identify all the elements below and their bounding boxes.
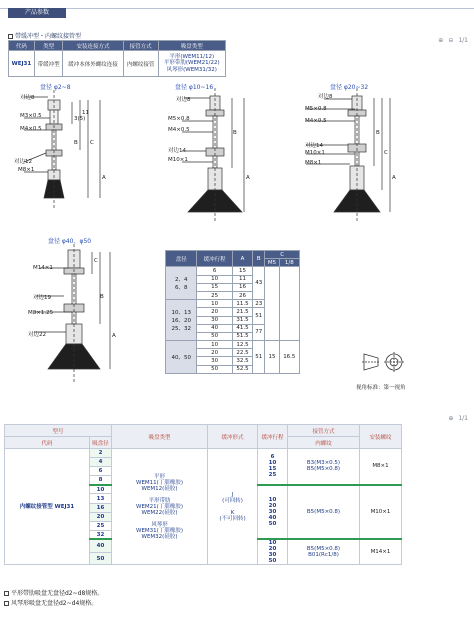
col-pipe: 接管方式: [288, 425, 360, 437]
cell-code: WEJ31: [9, 51, 35, 77]
cell-pipe: B3(M3×0.5) B5(M5×0.8): [288, 449, 360, 485]
d2-label-flat8: 对边8: [176, 97, 191, 103]
zoom-in-icon[interactable]: ⊕: [438, 37, 444, 44]
drawing2-title: 盘径 φ10~16: [175, 84, 214, 91]
cell: 50: [197, 365, 232, 373]
cell-diameter: 4: [90, 458, 112, 467]
d4-label-c: C: [94, 258, 98, 264]
d4-label-m8: M8×1.25: [28, 310, 54, 316]
col-mount: 安装连接方式: [63, 41, 123, 51]
cell: [279, 267, 299, 341]
cell: 51: [253, 341, 265, 374]
cell-diameter: 50: [90, 552, 112, 565]
d1-label-flat8: 对边8: [20, 95, 35, 101]
cell: 16: [232, 283, 252, 291]
d2-label-m5: M5×0.8: [168, 116, 190, 122]
d2-label-b: B: [233, 130, 237, 136]
cell: 10: [197, 300, 232, 308]
cell: 40: [197, 324, 232, 332]
cell: 77: [253, 324, 265, 340]
col-c: C: [265, 251, 300, 259]
page-indicator: 1/1: [458, 37, 468, 44]
d3-label-a: A: [392, 175, 396, 181]
col-diameter: 盘径: [166, 251, 197, 267]
footnote-2: 风琴形吸盘无盘径d2~d4规格。: [4, 598, 97, 607]
cell: 15: [197, 283, 232, 291]
cell: 22.5: [232, 349, 252, 357]
cell-thread: M10×1: [360, 485, 402, 540]
section-banner: [0, 8, 474, 17]
cell: 50: [197, 332, 232, 340]
checkbox-icon: [8, 34, 13, 39]
col-b: B: [253, 251, 265, 267]
drawing4-title: 盘径 φ40、φ50: [48, 238, 92, 245]
first-angle-projection-icon: [362, 348, 412, 388]
cell: 52.5: [232, 365, 252, 373]
cell-diameter: 6: [90, 467, 112, 476]
d4-label-b: B: [100, 294, 104, 300]
cell-diameter-group: 2、4 6、8: [166, 267, 197, 300]
model-table: [4, 424, 402, 565]
cell-diameter-group: 40、50: [166, 341, 197, 374]
cell: [265, 267, 279, 341]
d4-label-flat22: 对边22: [28, 332, 46, 338]
zoom-out-icon[interactable]: ⊖: [448, 37, 454, 44]
col-pipe-thread: 内螺纹: [288, 437, 360, 449]
cell: 20: [197, 308, 232, 316]
d2-label-a: A: [246, 175, 250, 181]
d1-label-a: A: [102, 175, 106, 181]
cell: 51: [253, 308, 265, 324]
col-type: 类型: [34, 41, 63, 51]
d3-label-m10: M10×1: [305, 150, 325, 156]
cell: 12.5: [232, 341, 252, 349]
cell: 15: [265, 341, 279, 374]
view-standard-label: 视角标准：第一视角: [356, 385, 406, 391]
footnote-1: 平形带肋吸盘无盘径d2~d8规格。: [4, 588, 103, 597]
cell-pad-type: 平形 WEM11(丁腈橡胶) WEM12(硅胶) 平形带肋 WEM21(丁腈橡胶) WEM22(硅胶) 风琴形 WEM31(丁腈橡胶) WEM32(硅胶): [112, 449, 208, 565]
cell-diameter: 32: [90, 530, 112, 539]
cell: 20: [197, 349, 232, 357]
cell-diameter-group: 10、13 16、20 25、32: [166, 300, 197, 341]
col-model: 型号: [5, 425, 112, 437]
cell-diameter: 2: [90, 449, 112, 458]
cell-diameter: 20: [90, 512, 112, 521]
cell-thread: M14×1: [360, 539, 402, 565]
cell-type: 带缓冲型: [34, 51, 63, 77]
table-row: [166, 341, 300, 349]
col-c-18: 1/8: [279, 259, 299, 267]
col-thread: 安装螺纹: [360, 425, 402, 449]
d1-label-flat12: 对边12: [14, 159, 32, 165]
col-a: A: [232, 251, 252, 267]
dimension-table: [165, 250, 300, 374]
col-diameter: 吸盘径: [90, 437, 112, 449]
d3-label-b: B: [376, 130, 380, 136]
d4-label-m14: M14×1: [33, 265, 53, 271]
col-pad: 吸盘类型: [158, 41, 225, 51]
cell-stroke: 10 20 30 40 50: [258, 485, 288, 540]
col-pad-type: 吸盘类型: [112, 425, 208, 449]
cell: 10: [197, 341, 232, 349]
cell: 51.5: [232, 332, 252, 340]
table-row: [166, 267, 300, 275]
cell-diameter: 40: [90, 539, 112, 552]
cell: 11: [232, 275, 252, 283]
cell-cushion: J (可回转) K (不可回转): [208, 449, 258, 565]
section-title: 产品参数: [8, 8, 66, 18]
col-cushion: 缓冲形式: [208, 425, 258, 449]
cell: 11.5: [232, 300, 252, 308]
cell-stroke: 10 20 30 50: [258, 539, 288, 565]
d3-label-m8: M8×1: [305, 160, 322, 166]
page-indicator: 1/1: [458, 415, 468, 422]
cell: 15: [232, 267, 252, 275]
drawing1-title: 盘径 φ2~8: [40, 84, 71, 91]
cell-diameter: 25: [90, 521, 112, 530]
col-c-m5: M5: [265, 259, 279, 267]
cell: 10: [197, 275, 232, 283]
cell-code: 内螺纹接管型 WEJ31: [5, 449, 90, 565]
d1-label-m3: M3×0.5: [20, 113, 42, 119]
cell: 26: [232, 291, 252, 299]
cell-diameter: 8: [90, 476, 112, 485]
viewer-toolbar-top: [438, 36, 468, 46]
checkbox-icon: [4, 601, 9, 606]
cell: 30: [197, 357, 232, 365]
d3-label-m5: M5×0.8: [305, 106, 327, 112]
cell-diameter: 13: [90, 494, 112, 503]
col-code: 代码: [9, 41, 35, 51]
cell-thread: M8×1: [360, 449, 402, 485]
cell-diameter: 10: [90, 485, 112, 494]
viewer-toolbar-bottom: [448, 414, 468, 424]
cell-mount: 缓冲本体外螺纹连接: [63, 51, 123, 77]
cell: 41.5: [232, 324, 252, 332]
d3-label-flat8: 对边8: [318, 94, 333, 100]
cell-diameter: 16: [90, 503, 112, 512]
drawing3-title: 盘径 φ20~32: [330, 84, 369, 91]
cell: 21.5: [232, 308, 252, 316]
product-line: 带缓冲型・内螺纹接管型: [8, 31, 81, 40]
cell: 23: [253, 300, 265, 308]
cell: 31.5: [232, 316, 252, 324]
d3-label-m4: M4×0.5: [305, 118, 327, 124]
cell: 43: [253, 267, 265, 300]
d4-label-a: A: [112, 333, 116, 339]
cell-pipe: B5(M5×0.8): [288, 485, 360, 540]
d3-label-c: C: [384, 150, 388, 156]
cell: 6: [197, 267, 232, 275]
table-row: [5, 449, 402, 458]
cell: 32.5: [232, 357, 252, 365]
cell: 16.5: [279, 341, 299, 374]
cell-pad: 平形(WEM11/12) 平形带肋(WEM21/22) 风琴形(WEM31/32): [158, 51, 225, 77]
checkbox-icon: [4, 591, 9, 596]
cell: 25: [197, 291, 232, 299]
drawing1: [0, 90, 110, 220]
cell-pipe: B5(M5×0.8) B01(Rc1/8): [288, 539, 360, 565]
d1-label-11: 11: [82, 110, 89, 116]
cell-pipe: 内螺纹接管: [123, 51, 158, 77]
d1-label-35: 3(5): [74, 116, 86, 122]
col-code: 代码: [5, 437, 90, 449]
cell-stroke: 6 10 15 25: [258, 449, 288, 485]
col-stroke: 缓冲行程: [258, 425, 288, 449]
type-table: [8, 40, 226, 77]
zoom-in-icon[interactable]: ⊕: [448, 415, 454, 422]
cell: 30: [197, 316, 232, 324]
d2-label-flat14: 对边14: [168, 148, 186, 154]
d2-label-m4: M4×0.5: [168, 127, 190, 133]
d3-label-flat14: 对边14: [305, 143, 323, 149]
d1-label-m8: M8×1: [18, 167, 35, 173]
d4-label-flat19: 对边19: [33, 295, 51, 301]
d1-label-c: C: [90, 140, 94, 146]
d2-label-m10: M10×1: [168, 157, 188, 163]
d1-label-m4: M4×0.5: [20, 126, 42, 132]
col-stroke: 缓冲行程: [197, 251, 232, 267]
d1-label-b: B: [74, 140, 78, 146]
col-pipe: 接管方式: [123, 41, 158, 51]
